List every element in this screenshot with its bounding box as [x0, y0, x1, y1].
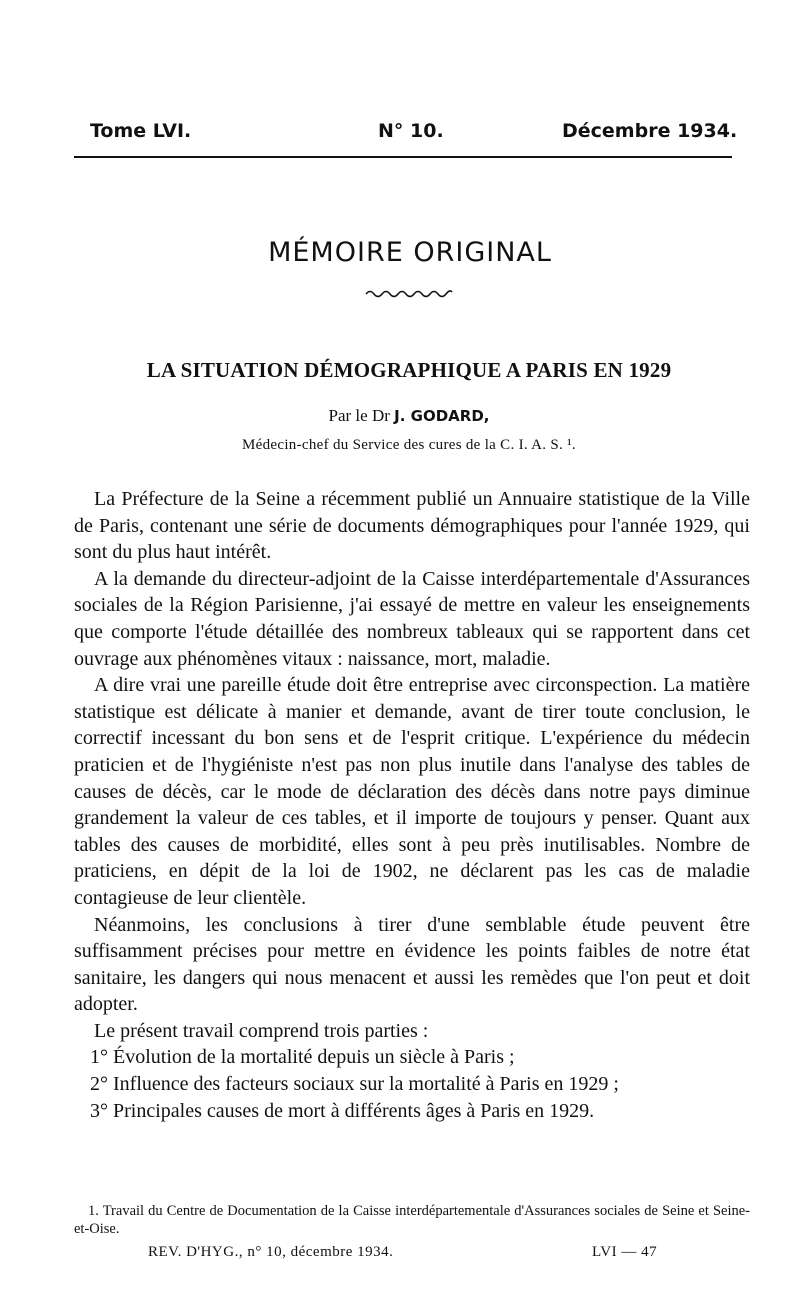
byline-prefix: Par le Dr: [328, 406, 390, 425]
issue-number: N° 10.: [378, 120, 444, 142]
list-item: 3° Principales causes de mort à différents âges à Paris en 1929.: [90, 1099, 595, 1122]
page-number: LVI — 47: [592, 1244, 658, 1260]
section-title: MÉMOIRE ORIGINAL: [268, 237, 552, 268]
paragraph: Le présent travail comprend trois parties :: [94, 1019, 429, 1042]
paragraph: A la demande du directeur-adjoint de la Caisse interdépartementale d'Assurances sociales de la Région Parisienne, j'ai essayé de mettre en valeur les enseignements que comporte l'étude détaillée des nombreux tableaux qui se rapportent dans cet ouvrage aux phénomènes vitaux : naissance, mort, maladie.: [74, 567, 750, 670]
author-affiliation: Médecin-chef du Service des cures de la C. I. A. S. ¹.: [242, 437, 576, 453]
wavy-ornament: [364, 284, 454, 300]
byline: [0, 406, 800, 426]
issue-date: Décembre 1934.: [562, 120, 738, 142]
list-item: 1° Évolution de la mortalité depuis un siècle à Paris ;: [90, 1046, 515, 1069]
article-body: [74, 486, 750, 1124]
header-rule: [74, 156, 732, 158]
list-item: 2° Influence des facteurs sociaux sur la mortalité à Paris en 1929 ;: [90, 1073, 619, 1096]
footnote: 1. Travail du Centre de Documentation de la Caisse interdépartementale d'Assurances sociales de Seine et Seine-et-Oise.: [74, 1203, 750, 1237]
paragraph: A dire vrai une pareille étude doit être entreprise avec circonspection. La matière statistique est délicate à manier et demande, avant de tirer toute conclusion, le correctif incessant du bon sens et de l'esprit critique. L'expérience du médecin praticien et de l'hygiéniste n'est pas non plus inutile dans l'analyse des tables de causes de décès, car le mode de déclaration des décès dans notre pays diminue grandement la valeur de ces tables, et il importe de toujours y penser. Quant aux tables des causes de morbidité, elles sont à peu près inutilisables. Nombre de praticiens, en dépit de la loi de 1902, ne déclarent pas les cas de maladie contagieuse de leur clientèle.: [74, 674, 750, 909]
paragraph: Néanmoins, les conclusions à tirer d'une semblable étude peuvent être suffisamment précises pour mettre en évidence les points faibles de notre état sanitaire, les dangers qui nous menacent et aussi les remèdes que l'on peut et doit adopter.: [74, 913, 750, 1016]
paragraph: La Préfecture de la Seine a récemment publié un Annuaire statistique de la Ville de Paris, contenant une série de documents démographiques pour l'année 1929, qui sont du plus haut intérêt.: [74, 488, 750, 564]
author-name: J. GODARD,: [394, 407, 490, 425]
footer-citation: REV. D'HYG., n° 10, décembre 1934.: [148, 1244, 394, 1260]
article-title: LA SITUATION DÉMOGRAPHIQUE A PARIS EN 1929: [146, 358, 672, 382]
journal-header: [0, 116, 800, 146]
volume-label: Tome LVI.: [90, 120, 192, 142]
